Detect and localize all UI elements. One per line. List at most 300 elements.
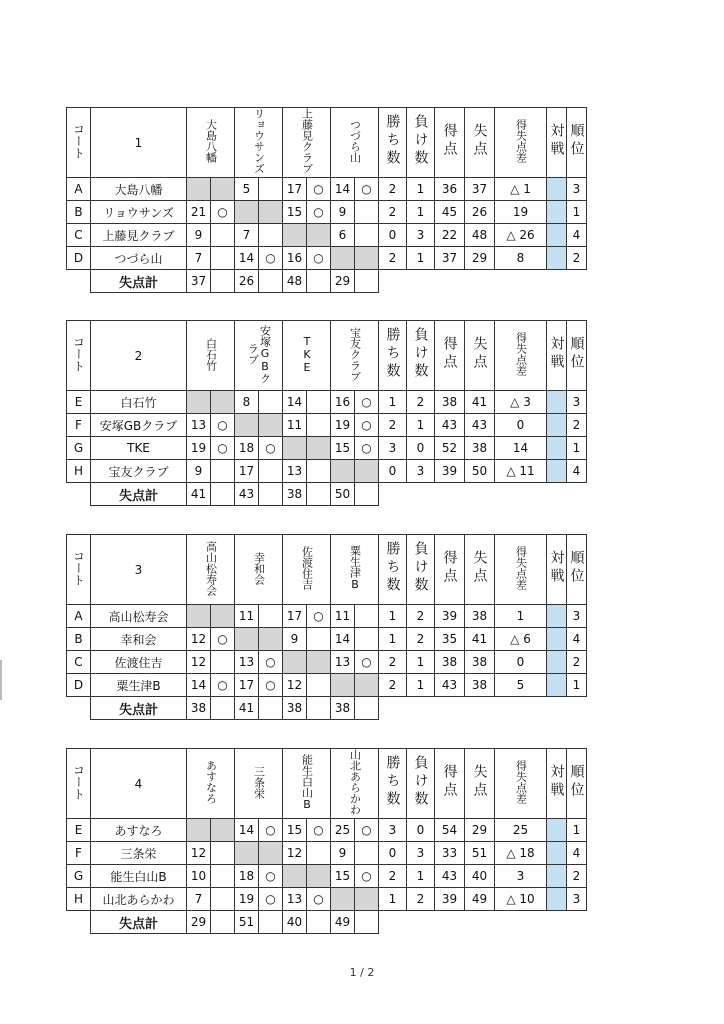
win-mark: ○ [211, 201, 235, 224]
win-mark [307, 414, 331, 437]
points-against-header: 失点 [471, 123, 488, 159]
blank-cell [67, 911, 91, 934]
difference-value: △ 26 [495, 224, 547, 247]
head-to-head-cell [547, 842, 567, 865]
match-score: 17 [283, 178, 307, 201]
losses-value: 1 [407, 178, 435, 201]
match-score [331, 247, 355, 270]
points-against-value: 43 [465, 414, 495, 437]
wins-value: 3 [379, 819, 407, 842]
losses-header-cell [407, 749, 435, 819]
conceded-total-spacer [211, 483, 235, 506]
head-to-head-cell [547, 201, 567, 224]
head-to-head-cell [547, 605, 567, 628]
win-mark [259, 178, 283, 201]
match-score: 9 [187, 224, 211, 247]
win-mark [259, 460, 283, 483]
standings-table [66, 748, 587, 934]
difference-value: △ 3 [495, 391, 547, 414]
losses-header: 負け数 [412, 755, 429, 809]
points-for-header: 得点 [441, 550, 458, 586]
team-letter: B [67, 201, 91, 224]
match-score: 25 [331, 819, 355, 842]
wins-value: 1 [379, 628, 407, 651]
opponent-header-cell [283, 108, 331, 178]
difference-header: 得失点差 [514, 119, 528, 163]
rank-value: 3 [567, 605, 587, 628]
opponent-header: 上藤見クラブ [300, 108, 314, 174]
match-score: 19 [235, 888, 259, 911]
points-for-header-cell [435, 321, 465, 391]
points-against-header: 失点 [471, 764, 488, 800]
court-label-cell [67, 535, 91, 605]
points-for-value: 36 [435, 178, 465, 201]
blank-cell [67, 270, 91, 293]
rank-value: 1 [567, 674, 587, 697]
points-against-value: 37 [465, 178, 495, 201]
conceded-total-spacer [259, 697, 283, 720]
points-for-value: 39 [435, 888, 465, 911]
losses-value: 1 [407, 865, 435, 888]
difference-value: 0 [495, 414, 547, 437]
conceded-total-spacer [307, 911, 331, 934]
win-mark [307, 224, 331, 247]
team-name: あすなろ [91, 819, 187, 842]
conceded-total-value: 41 [235, 697, 259, 720]
match-score: 9 [187, 460, 211, 483]
rank-header-cell [567, 749, 587, 819]
match-score: 16 [283, 247, 307, 270]
team-name: 山北あらかわ [91, 888, 187, 911]
rank-header-cell [567, 321, 587, 391]
points-for-value: 39 [435, 460, 465, 483]
team-letter: H [67, 888, 91, 911]
points-against-value: 29 [465, 819, 495, 842]
opponent-header-cell [283, 321, 331, 391]
points-against-header: 失点 [471, 336, 488, 372]
losses-value: 1 [407, 247, 435, 270]
win-mark [307, 651, 331, 674]
points-against-header-cell [465, 535, 495, 605]
court-number: 1 [91, 108, 187, 178]
table-row [67, 819, 587, 842]
points-for-header-cell [435, 108, 465, 178]
difference-header-cell [495, 321, 547, 391]
court-block-1 [66, 107, 587, 293]
team-letter: A [67, 605, 91, 628]
win-mark [307, 865, 331, 888]
match-score [331, 460, 355, 483]
match-score: 12 [187, 651, 211, 674]
table-row [67, 437, 587, 460]
wins-value: 2 [379, 414, 407, 437]
win-mark [211, 391, 235, 414]
court-label: コート [71, 550, 86, 586]
table-row [67, 651, 587, 674]
conceded-total-spacer [259, 270, 283, 293]
difference-header-cell [495, 535, 547, 605]
team-name: 大島八幡 [91, 178, 187, 201]
conceded-total-spacer [211, 911, 235, 934]
opponent-header-cell [331, 535, 379, 605]
conceded-total-spacer [307, 483, 331, 506]
match-score: 14 [187, 674, 211, 697]
opponent-header-cell [235, 749, 283, 819]
win-mark: ○ [355, 178, 379, 201]
points-for-value: 43 [435, 674, 465, 697]
head-to-head-header-cell [547, 321, 567, 391]
conceded-total-spacer [355, 270, 379, 293]
blank-cell [67, 697, 91, 720]
conceded-total-value: 29 [187, 911, 211, 934]
points-against-header-cell [465, 749, 495, 819]
losses-header-cell [407, 535, 435, 605]
points-for-value: 38 [435, 391, 465, 414]
match-score [331, 888, 355, 911]
opponent-header: 佐渡住吉 [300, 546, 314, 590]
team-letter: F [67, 414, 91, 437]
match-score [283, 865, 307, 888]
head-to-head-header-cell [547, 108, 567, 178]
difference-value: 5 [495, 674, 547, 697]
conceded-total-value: 29 [331, 270, 355, 293]
win-mark [355, 628, 379, 651]
opponent-header: 幸和会 [252, 551, 266, 585]
win-mark: ○ [307, 178, 331, 201]
table-row [67, 224, 587, 247]
head-to-head-header: 対戦 [548, 764, 565, 800]
win-mark: ○ [259, 437, 283, 460]
points-against-header-cell [465, 321, 495, 391]
points-against-value: 41 [465, 628, 495, 651]
opponent-header: 粟生津B [348, 545, 362, 591]
standings-table [66, 534, 587, 720]
win-mark [307, 842, 331, 865]
points-against-value: 48 [465, 224, 495, 247]
win-mark [259, 391, 283, 414]
win-mark: ○ [259, 888, 283, 911]
opponent-header-cell [283, 535, 331, 605]
difference-value: 8 [495, 247, 547, 270]
team-name: つづら山 [91, 247, 187, 270]
team-letter: G [67, 437, 91, 460]
opponent-header-cell [331, 749, 379, 819]
conceded-total-spacer [259, 483, 283, 506]
points-for-value: 45 [435, 201, 465, 224]
head-to-head-header-cell [547, 749, 567, 819]
losses-header-cell [407, 108, 435, 178]
win-mark: ○ [211, 628, 235, 651]
header-row [67, 321, 587, 391]
court-number: 4 [91, 749, 187, 819]
table-row [67, 842, 587, 865]
match-score: 16 [331, 391, 355, 414]
difference-value: △ 10 [495, 888, 547, 911]
rank-value: 4 [567, 628, 587, 651]
rank-value: 3 [567, 391, 587, 414]
losses-value: 3 [407, 224, 435, 247]
head-to-head-cell [547, 437, 567, 460]
losses-header: 負け数 [412, 114, 429, 168]
court-block-4 [66, 748, 587, 934]
head-to-head-header-cell [547, 535, 567, 605]
match-score: 15 [331, 865, 355, 888]
table-row [67, 674, 587, 697]
match-score: 18 [235, 865, 259, 888]
points-for-value: 38 [435, 651, 465, 674]
team-name: 三条栄 [91, 842, 187, 865]
losses-value: 2 [407, 391, 435, 414]
wins-header: 勝ち数 [384, 114, 401, 168]
team-name: 白石竹 [91, 391, 187, 414]
win-mark [211, 224, 235, 247]
match-score: 13 [187, 414, 211, 437]
match-score: 14 [283, 391, 307, 414]
conceded-total-value: 49 [331, 911, 355, 934]
losses-value: 2 [407, 888, 435, 911]
rank-header: 順位 [568, 123, 585, 159]
conceded-total-value: 38 [283, 483, 307, 506]
losses-header: 負け数 [412, 541, 429, 595]
wins-value: 2 [379, 247, 407, 270]
points-against-header-cell [465, 108, 495, 178]
win-mark [211, 888, 235, 911]
points-for-value: 37 [435, 247, 465, 270]
win-mark: ○ [211, 437, 235, 460]
win-mark: ○ [355, 865, 379, 888]
win-mark: ○ [355, 437, 379, 460]
conceded-total-label: 失点計 [91, 483, 187, 506]
points-for-value: 43 [435, 865, 465, 888]
points-against-header: 失点 [471, 550, 488, 586]
losses-value: 1 [407, 414, 435, 437]
rank-value: 4 [567, 842, 587, 865]
wins-value: 2 [379, 674, 407, 697]
blank-cell [67, 483, 91, 506]
standings-table [66, 107, 587, 293]
wins-value: 1 [379, 391, 407, 414]
match-score: 8 [235, 391, 259, 414]
table-row [67, 391, 587, 414]
win-mark [211, 651, 235, 674]
rank-value: 1 [567, 437, 587, 460]
points-for-value: 43 [435, 414, 465, 437]
match-score: 11 [331, 605, 355, 628]
losses-value: 1 [407, 674, 435, 697]
match-score [331, 674, 355, 697]
match-score: 12 [187, 842, 211, 865]
conceded-total-spacer [355, 697, 379, 720]
win-mark: ○ [355, 651, 379, 674]
header-row [67, 108, 587, 178]
win-mark: ○ [355, 819, 379, 842]
points-for-value: 54 [435, 819, 465, 842]
win-mark: ○ [211, 414, 235, 437]
head-to-head-cell [547, 674, 567, 697]
match-score: 7 [187, 247, 211, 270]
opponent-header: 山北あらかわ [348, 749, 362, 815]
match-score [235, 414, 259, 437]
conceded-total-value: 51 [235, 911, 259, 934]
win-mark: ○ [307, 201, 331, 224]
conceded-total-value: 38 [331, 697, 355, 720]
match-score: 5 [235, 178, 259, 201]
match-score [235, 201, 259, 224]
difference-value: 1 [495, 605, 547, 628]
conceded-total-row [67, 270, 587, 293]
win-mark: ○ [307, 819, 331, 842]
team-letter: D [67, 674, 91, 697]
conceded-total-spacer [307, 270, 331, 293]
losses-value: 0 [407, 437, 435, 460]
difference-value: △ 6 [495, 628, 547, 651]
opponent-header: 宝友クラブ [348, 326, 362, 382]
opponent-header: 白石竹 [204, 337, 218, 371]
conceded-total-spacer [355, 483, 379, 506]
difference-value: △ 18 [495, 842, 547, 865]
table-row [67, 414, 587, 437]
points-for-value: 39 [435, 605, 465, 628]
table-row [67, 460, 587, 483]
head-to-head-cell [547, 391, 567, 414]
win-mark [259, 842, 283, 865]
losses-value: 3 [407, 842, 435, 865]
points-for-header: 得点 [441, 123, 458, 159]
win-mark [211, 605, 235, 628]
win-mark [259, 628, 283, 651]
conceded-total-value: 41 [187, 483, 211, 506]
wins-header-cell [379, 749, 407, 819]
header-row [67, 749, 587, 819]
team-name: 佐渡住吉 [91, 651, 187, 674]
win-mark [355, 605, 379, 628]
win-mark [259, 605, 283, 628]
opponent-header: 安塚GBクラブ [246, 324, 272, 384]
win-mark [307, 460, 331, 483]
team-name: 能生白山B [91, 865, 187, 888]
page-number: 1 / 2 [349, 966, 375, 979]
match-score: 11 [283, 414, 307, 437]
difference-header: 得失点差 [514, 546, 528, 590]
table-row [67, 247, 587, 270]
conceded-total-label: 失点計 [91, 270, 187, 293]
wins-header: 勝ち数 [384, 755, 401, 809]
win-mark [211, 460, 235, 483]
team-letter: F [67, 842, 91, 865]
rank-header: 順位 [568, 764, 585, 800]
opponent-header: あすなろ [204, 760, 218, 804]
conceded-total-spacer [211, 270, 235, 293]
difference-header-cell [495, 108, 547, 178]
points-for-header: 得点 [441, 336, 458, 372]
court-number: 2 [91, 321, 187, 391]
conceded-total-row [67, 911, 587, 934]
points-against-value: 51 [465, 842, 495, 865]
win-mark [211, 247, 235, 270]
win-mark: ○ [307, 888, 331, 911]
match-score: 21 [187, 201, 211, 224]
points-for-value: 52 [435, 437, 465, 460]
opponent-header: 能生白山B [300, 753, 314, 811]
conceded-total-spacer [355, 911, 379, 934]
match-score: 17 [235, 674, 259, 697]
match-score: 13 [331, 651, 355, 674]
conceded-total-value: 26 [235, 270, 259, 293]
points-against-value: 41 [465, 391, 495, 414]
opponent-header: つづら山 [348, 119, 362, 163]
team-name: 幸和会 [91, 628, 187, 651]
rank-header-cell [567, 108, 587, 178]
opponent-header-cell [187, 535, 235, 605]
losses-value: 0 [407, 819, 435, 842]
points-against-value: 38 [465, 437, 495, 460]
match-score: 13 [283, 888, 307, 911]
head-to-head-cell [547, 819, 567, 842]
page-edge-mark [0, 660, 2, 700]
match-score: 9 [331, 201, 355, 224]
win-mark [259, 414, 283, 437]
table-row [67, 865, 587, 888]
losses-value: 2 [407, 605, 435, 628]
win-mark: ○ [307, 605, 331, 628]
rank-value: 1 [567, 819, 587, 842]
conceded-total-value: 48 [283, 270, 307, 293]
wins-value: 2 [379, 178, 407, 201]
table-row [67, 201, 587, 224]
head-to-head-header: 対戦 [548, 123, 565, 159]
points-for-header: 得点 [441, 764, 458, 800]
conceded-total-label: 失点計 [91, 911, 187, 934]
court-label-cell [67, 321, 91, 391]
conceded-total-value: 43 [235, 483, 259, 506]
opponent-header-cell [187, 321, 235, 391]
points-for-value: 22 [435, 224, 465, 247]
win-mark [307, 628, 331, 651]
standings-table [66, 320, 587, 506]
wins-value: 0 [379, 224, 407, 247]
head-to-head-header: 対戦 [548, 550, 565, 586]
match-score: 18 [235, 437, 259, 460]
match-score: 14 [331, 628, 355, 651]
points-against-value: 38 [465, 651, 495, 674]
losses-value: 1 [407, 201, 435, 224]
rank-value: 3 [567, 888, 587, 911]
wins-value: 1 [379, 888, 407, 911]
win-mark [259, 201, 283, 224]
wins-header-cell [379, 321, 407, 391]
difference-value: 3 [495, 865, 547, 888]
difference-header: 得失点差 [514, 760, 528, 804]
match-score: 10 [187, 865, 211, 888]
points-against-value: 40 [465, 865, 495, 888]
court-label-cell [67, 749, 91, 819]
match-score: 15 [331, 437, 355, 460]
match-score [187, 178, 211, 201]
opponent-header-cell [235, 108, 283, 178]
match-score: 17 [283, 605, 307, 628]
conceded-total-label: 失点計 [91, 697, 187, 720]
losses-value: 2 [407, 628, 435, 651]
losses-value: 1 [407, 651, 435, 674]
win-mark: ○ [259, 674, 283, 697]
conceded-total-value: 37 [187, 270, 211, 293]
wins-header: 勝ち数 [384, 541, 401, 595]
team-letter: E [67, 391, 91, 414]
match-score: 11 [235, 605, 259, 628]
points-for-header-cell [435, 749, 465, 819]
match-score: 14 [235, 247, 259, 270]
win-mark [211, 842, 235, 865]
